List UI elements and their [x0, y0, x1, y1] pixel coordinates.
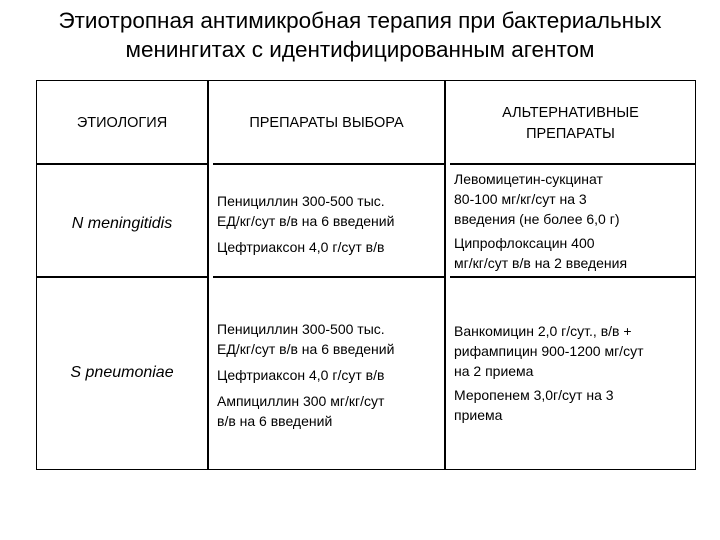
row-divider-1b [213, 163, 444, 165]
row-2-etiology: S pneumoniae [70, 364, 174, 381]
row-2-alternative: Ванкомицин 2,0 г/сут., в/в + рифампицин 900-1200 мг/сут на 2 приема Меропенем 3,0г/сут на 3 приема [454, 323, 644, 423]
therapy-table [36, 80, 696, 470]
slide-title [0, 6, 720, 64]
row-divider-2b [213, 276, 444, 278]
title-line-2: менингитах с идентифицированным агентом [125, 37, 595, 62]
header-etiology: ЭТИОЛОГИЯ [76, 115, 168, 131]
title-line-1: Этиотропная антимикробная терапия при бактериальных [58, 8, 662, 33]
row-divider-1a [37, 163, 207, 165]
row-divider-2c [450, 276, 695, 278]
row-1-alternative: Левомицетин-сукцинат 80-100 мг/кг/сут на 3 введения (не более 6,0 г) Ципрофлоксацин 400 мг/кг/сут в/в на 2 введения [454, 171, 628, 271]
row-2-preferred: Пенициллин 300-500 тыс. ЕД/кг/сут в/в на 6 введений Цефтриаксон 4,0 г/сут в/в Ампициллин 300 мг/кг/сут в/в на 6 введений [217, 321, 395, 429]
row-divider-1c [450, 163, 695, 165]
header-alternative: АЛЬТЕРНАТИВНЫЕ ПРЕПАРАТЫ [502, 105, 639, 142]
header-preferred: ПРЕПАРАТЫ ВЫБОРА [249, 115, 404, 131]
row-1-etiology: N meningitidis [71, 215, 173, 232]
row-divider-2a [37, 276, 207, 278]
row-1-preferred: Пенициллин 300-500 тыс. ЕД/кг/сут в/в на 6 введений Цефтриаксон 4,0 г/сут в/в [217, 193, 395, 255]
column-divider-1 [207, 81, 209, 469]
